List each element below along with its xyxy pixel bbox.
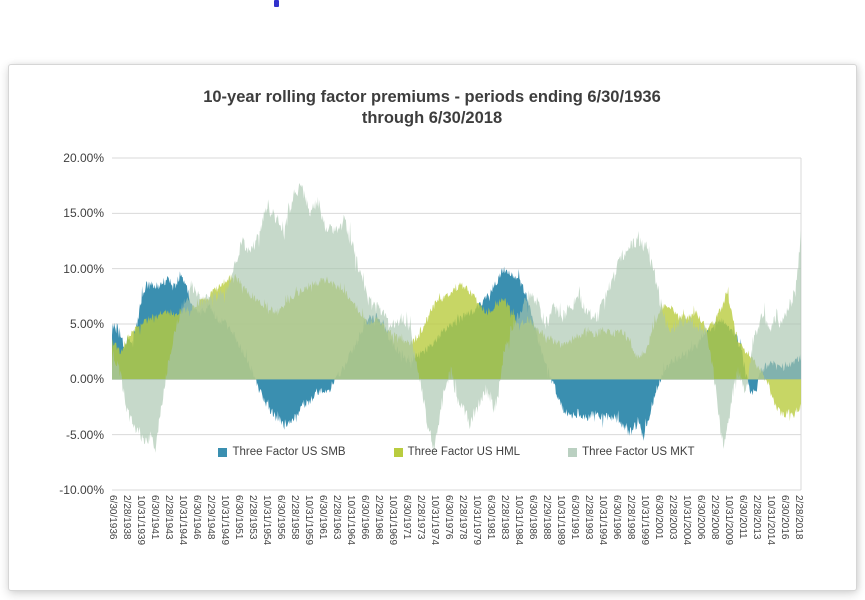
x-axis-label: 6/30/2016 xyxy=(778,495,790,540)
chart-title xyxy=(8,87,856,129)
y-axis-label: 0.00% xyxy=(69,372,104,387)
chart-title-line2: through 6/30/2018 xyxy=(361,109,503,127)
x-axis-label: 2/28/1973 xyxy=(414,495,426,540)
x-axis-label: 6/30/1976 xyxy=(442,495,454,540)
legend-label-smb: Three Factor US SMB xyxy=(232,446,346,458)
x-axis-label: 10/31/1939 xyxy=(134,495,146,546)
y-axis-label: -10.00% xyxy=(59,483,104,497)
x-axis-label: 6/30/1956 xyxy=(274,495,286,540)
legend-label-mkt: Three Factor US MKT xyxy=(582,446,695,458)
x-axis-label: 2/28/2018 xyxy=(792,495,804,540)
x-axis-label: 6/30/2011 xyxy=(736,495,748,539)
y-axis-label: -5.00% xyxy=(65,427,104,442)
x-axis-label: 2/28/2013 xyxy=(750,495,762,540)
x-axis-label: 10/31/1984 xyxy=(512,495,524,546)
x-axis-label: 2/28/1978 xyxy=(456,495,468,540)
chart-legend xyxy=(112,445,801,459)
x-axis-label: 2/28/1938 xyxy=(120,495,132,540)
x-axis-label: 2/28/1953 xyxy=(246,495,258,540)
x-axis-label: 10/31/2014 xyxy=(764,495,776,546)
legend-item-mkt xyxy=(568,446,694,458)
x-axis-label: 6/30/1986 xyxy=(526,495,538,540)
y-axis-label: 15.00% xyxy=(63,206,104,221)
y-axis-label: 10.00% xyxy=(63,261,104,276)
x-axis-label: 6/30/1936 xyxy=(106,495,118,540)
x-axis-label: 10/31/1944 xyxy=(176,495,188,546)
x-axis-label: 10/31/1999 xyxy=(638,495,650,546)
x-axis-label: 6/30/1951 xyxy=(232,495,244,540)
x-axis-label: 10/31/1969 xyxy=(386,495,398,546)
x-axis-label: 2/28/1998 xyxy=(624,495,636,540)
x-axis-label: 6/30/1966 xyxy=(358,495,370,540)
legend-swatch-hml xyxy=(394,448,403,457)
x-axis-label: 6/30/1941 xyxy=(148,495,160,540)
x-axis-label: 10/31/2004 xyxy=(680,495,692,546)
x-axis-label: 6/30/2006 xyxy=(694,495,706,540)
x-axis-label: 6/30/1946 xyxy=(190,495,202,540)
x-axis-label: 6/30/1961 xyxy=(316,495,328,540)
x-axis-label: 6/30/1981 xyxy=(484,495,496,540)
legend-swatch-mkt xyxy=(568,448,577,457)
x-axis-label: 6/30/2001 xyxy=(652,495,664,540)
x-axis-label: 2/28/2003 xyxy=(666,495,678,540)
chart-title-line1: 10-year rolling factor premiums - periods ending 6/30/1936 xyxy=(203,88,661,106)
y-axis-label: 20.00% xyxy=(63,151,104,165)
x-axis-label: 2/29/2008 xyxy=(708,495,720,540)
legend-item-smb xyxy=(218,446,345,458)
x-axis-label: 10/31/1954 xyxy=(260,495,272,546)
x-axis-label: 2/29/1948 xyxy=(204,495,216,540)
legend-swatch-smb xyxy=(218,448,227,457)
x-axis-label: 6/30/1971 xyxy=(400,495,412,540)
x-axis-label: 10/31/1979 xyxy=(470,495,482,546)
x-axis-label: 2/28/1958 xyxy=(288,495,300,540)
legend-item-hml xyxy=(394,446,520,458)
x-axis-label: 10/31/1959 xyxy=(302,495,314,546)
x-axis-label: 2/28/1943 xyxy=(162,495,174,540)
x-axis-label: 2/28/1993 xyxy=(582,495,594,540)
x-axis-label: 10/31/1989 xyxy=(554,495,566,546)
x-axis-label: 6/30/1991 xyxy=(568,495,580,540)
x-axis-label: 10/31/1964 xyxy=(344,495,356,546)
x-axis-label: 2/28/1963 xyxy=(330,495,342,540)
x-axis-label: 2/28/1983 xyxy=(498,495,510,540)
x-axis-label: 10/31/1994 xyxy=(596,495,608,546)
x-axis-label: 10/31/1949 xyxy=(218,495,230,546)
x-axis-label: 6/30/1996 xyxy=(610,495,622,540)
x-axis-label: 10/31/2009 xyxy=(722,495,734,546)
y-axis-label: 5.00% xyxy=(69,317,104,331)
x-axis-label: 10/31/1974 xyxy=(428,495,440,546)
x-axis-label: 2/29/1968 xyxy=(372,495,384,540)
x-axis-label: 2/29/1988 xyxy=(540,495,552,540)
legend-label-hml: Three Factor US HML xyxy=(407,446,521,458)
